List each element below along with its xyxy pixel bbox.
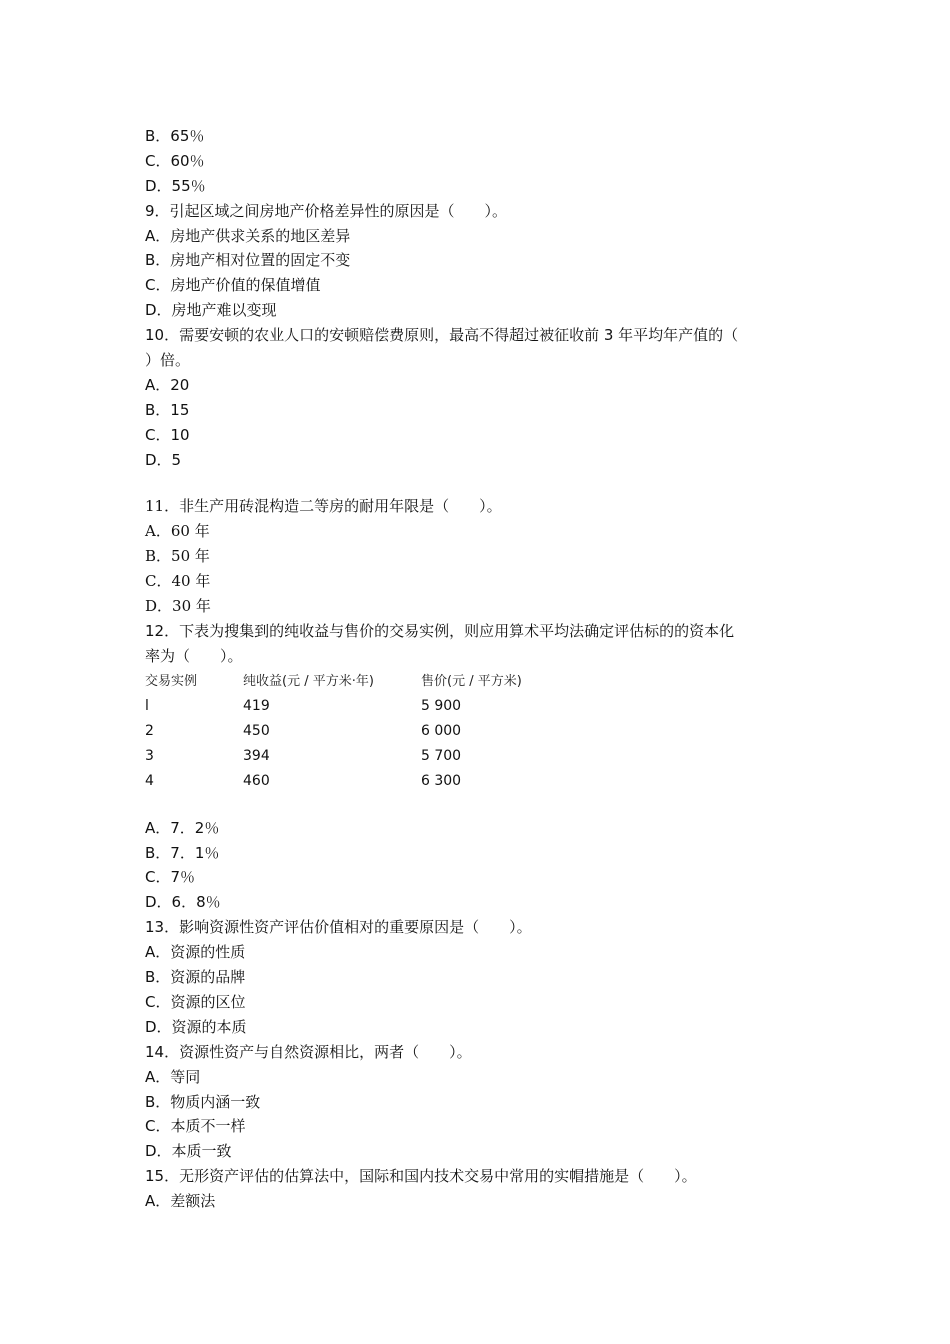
- spacer: [145, 794, 815, 816]
- q13-option-a: A．资源的性质: [145, 943, 246, 962]
- document-content: [145, 124, 815, 1214]
- table-header-row: [145, 669, 815, 694]
- q12-option-a: A．7．2％: [145, 818, 220, 837]
- question-12-line-2: 率为（ ）。: [145, 646, 243, 665]
- table-cell: l: [145, 697, 149, 714]
- question-12-line-1: 12．下表为搜集到的纯收益与售价的交易实例，则应用算术平均法确定评估标的的资本化: [145, 621, 735, 640]
- question-9: 9．引起区域之间房地产价格差异性的原因是（ ）。: [145, 201, 508, 220]
- table-row: [145, 719, 815, 744]
- q14-option-a: A．等同: [145, 1067, 201, 1086]
- table-header-cell: 售价(元 / 平方米): [421, 673, 522, 689]
- table-cell: 5 700: [421, 747, 462, 764]
- q11-option-d: D．30 年: [145, 597, 211, 616]
- table-header-cell: 纯收益(元 / 平方米·年): [243, 673, 374, 689]
- q10-option-a: A．20: [145, 375, 190, 394]
- table-cell: 394: [243, 747, 270, 764]
- q10-option-c: C．10: [145, 425, 190, 444]
- q10-option-b: B．15: [145, 400, 190, 419]
- table-cell: 4: [145, 772, 154, 789]
- option-c-60: C．60％: [145, 151, 205, 170]
- q12-option-c: C．7％: [145, 868, 196, 887]
- q13-option-c: C．资源的区位: [145, 992, 246, 1011]
- q11-option-c: C．40 年: [145, 572, 211, 591]
- option-b-65: B．65％: [145, 127, 205, 145]
- q10-option-d: D．5: [145, 450, 182, 469]
- q9-option-b: B．房地产相对位置的固定不变: [145, 251, 351, 270]
- q9-option-d: D．房地产难以变现: [145, 301, 277, 320]
- table-row: [145, 769, 815, 794]
- table-row: [145, 744, 815, 769]
- question-15: 15．无形资产评估的估算法中，国际和国内技术交易中常用的实帽措施是（ ）。: [145, 1167, 697, 1186]
- q12-option-b: B．7．1％: [145, 843, 220, 862]
- table-cell: 460: [243, 772, 270, 789]
- q15-option-a: A．差额法: [145, 1192, 216, 1211]
- q14-option-d: D．本质一致: [145, 1142, 232, 1161]
- transaction-table: [145, 669, 815, 794]
- table-cell: 6 000: [421, 722, 462, 739]
- table-row: [145, 694, 815, 719]
- spacer: [145, 472, 815, 494]
- table-cell: 419: [243, 697, 270, 714]
- question-13: 13．影响资源性资产评估价值相对的重要原因是（ ）。: [145, 918, 532, 937]
- q11-option-b: B．50 年: [145, 547, 210, 566]
- table-cell: 2: [145, 722, 154, 739]
- table-cell: 6 300: [421, 772, 462, 789]
- table-cell: 5 900: [421, 697, 462, 714]
- q13-option-d: D．资源的本质: [145, 1017, 247, 1036]
- option-d-55: D．55％: [145, 176, 206, 195]
- question-11: 11．非生产用砖混构造二等房的耐用年限是（ ）。: [145, 497, 502, 516]
- question-10-line-1: 10．需要安顿的农业人口的安顿赔偿费原则，最高不得超过被征收前 3 年平均年产值的（: [145, 326, 739, 345]
- q11-option-a: A．60 年: [145, 522, 210, 541]
- q9-option-c: C．房地产价值的保值增值: [145, 276, 321, 295]
- table-cell: 3: [145, 747, 154, 764]
- question-10-line-2: ）倍。: [145, 351, 191, 370]
- q14-option-b: B．物质内涵一致: [145, 1092, 261, 1111]
- q12-option-d: D．6．8％: [145, 893, 221, 912]
- table-header-cell: 交易实例: [145, 673, 198, 689]
- q14-option-c: C．本质不一样: [145, 1117, 246, 1136]
- table-cell: 450: [243, 722, 270, 739]
- question-14: 14．资源性资产与自然资源相比，两者（ ）。: [145, 1042, 472, 1061]
- q9-option-a: A．房地产供求关系的地区差异: [145, 226, 351, 245]
- q13-option-b: B．资源的品牌: [145, 968, 246, 987]
